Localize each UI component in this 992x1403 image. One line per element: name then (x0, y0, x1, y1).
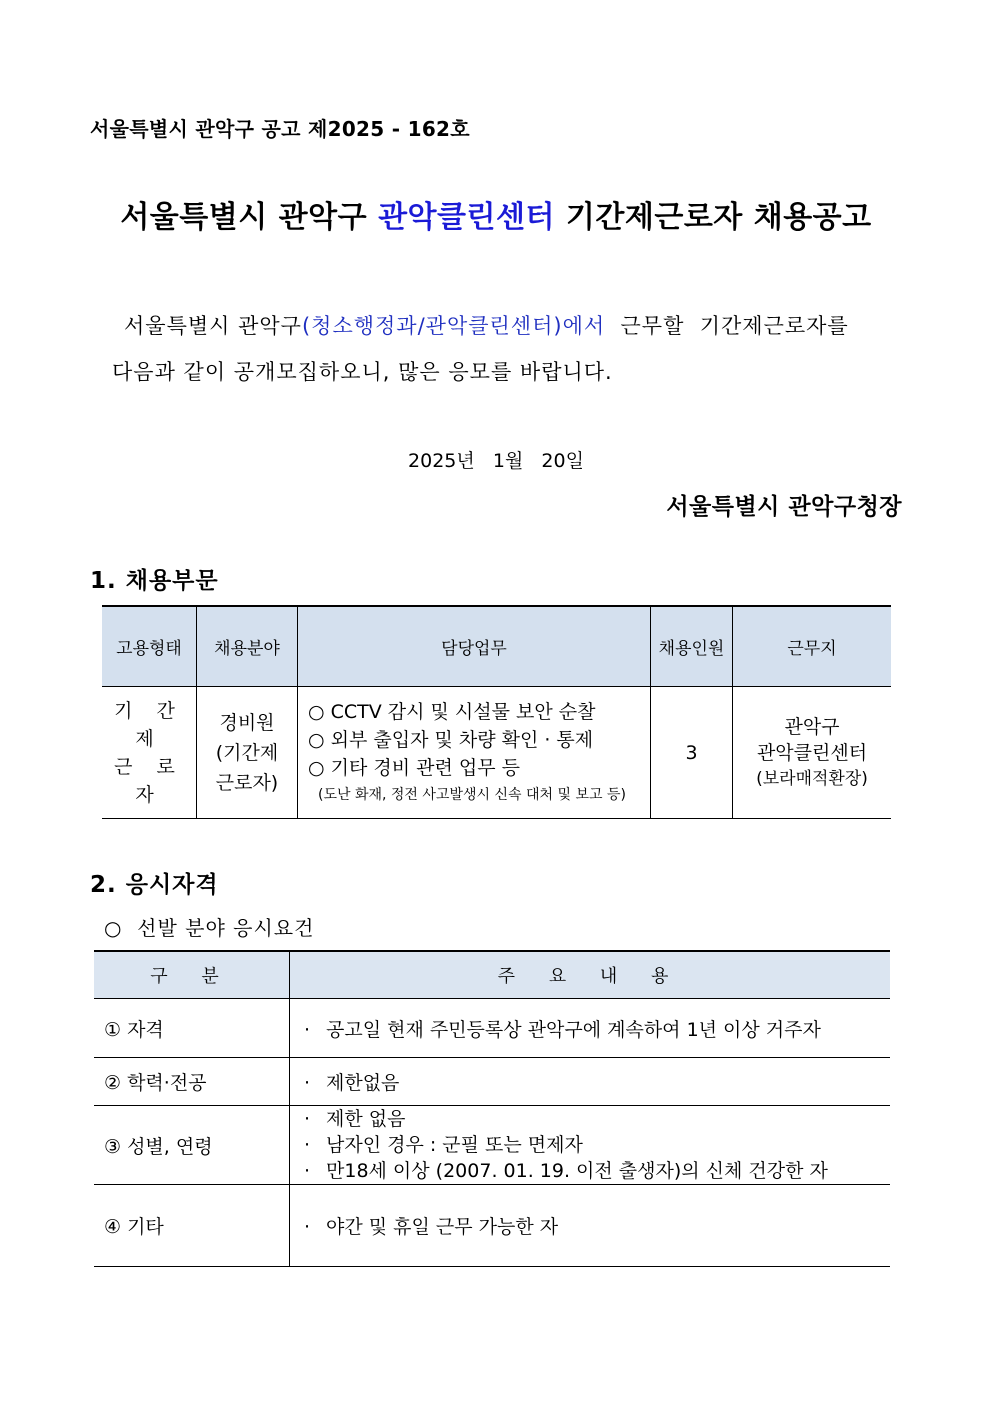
intro-line-1 (124, 310, 849, 340)
headcount: 3 (651, 687, 733, 819)
item-line (304, 1158, 890, 1184)
row-label: ④ 기타 (94, 1185, 290, 1267)
item-text: 만18세 이상 (2007. 01. 19. 이전 출생자)의 신체 건강한 자 (326, 1160, 828, 1182)
col-header: 주 요 내 용 (290, 951, 891, 999)
intro-text-c: 근무할 기간제근로자를 (605, 314, 849, 338)
intro-text-a: 서울특별시 관악구 (124, 314, 302, 338)
row-content (290, 1106, 891, 1185)
duty-note: (도난 화재, 정전 사고발생시 신속 대처 및 보고 등) (318, 786, 626, 803)
row-content (290, 1058, 891, 1106)
title-part1: 서울특별시 관악구 (120, 200, 379, 235)
bullet: · (304, 1134, 311, 1156)
item-text: 제한없음 (326, 1072, 400, 1094)
row-content (290, 1185, 891, 1267)
table-row (94, 1106, 890, 1185)
subheading: ○ 선발 분야 응시요건 (104, 916, 315, 940)
table-header-row (94, 951, 890, 999)
item-text: 제한 없음 (326, 1108, 406, 1130)
table-header-row (102, 606, 891, 687)
title-highlight: 관악클린센터 (378, 200, 555, 235)
col-header: 채용인원 (651, 606, 733, 687)
field-line: (기간제 (215, 741, 279, 764)
duty-item: ○ 기타 경비 관련 업무 등 (308, 756, 520, 779)
page-title (0, 192, 992, 236)
qualification-table (94, 950, 890, 1267)
intro-text-dept: (청소행정과/관악클린센터)에서 (301, 314, 606, 338)
notice-date: 2025년 1월 20일 (408, 450, 584, 472)
col-header: 근무지 (733, 606, 892, 687)
item-text: 야간 및 휴일 근무 가능한 자 (326, 1216, 559, 1238)
row-label: ① 자격 (94, 999, 290, 1058)
work-location (733, 687, 892, 819)
row-label: ③ 성별, 연령 (94, 1106, 290, 1185)
notice-number: 서울특별시 관악구 공고 제2025 - 162호 (90, 117, 470, 141)
field-line: 경비원 (219, 711, 275, 734)
employment-type-line: 기 간 제 (114, 699, 184, 750)
location-line: (보라매적환장) (756, 768, 868, 789)
intro-line-2: 다음과 같이 공개모집하오니, 많은 응모를 바랍니다. (112, 360, 613, 384)
title-part2: 기간제근로자 채용공고 (554, 200, 872, 235)
table-row (102, 687, 891, 819)
duties (298, 687, 651, 819)
section-heading-2: 2. 응시자격 (90, 872, 219, 898)
row-label: ② 학력·전공 (94, 1058, 290, 1106)
employment-type (102, 687, 197, 819)
field-line: 근로자) (215, 771, 279, 794)
location-line: 관악구 (784, 715, 840, 738)
item-line (304, 1132, 890, 1158)
recruitment-table (102, 605, 891, 819)
bullet: · (304, 1018, 311, 1041)
employment-type-line: 근 로 자 (114, 755, 184, 806)
section-heading-1: 1. 채용부문 (90, 568, 219, 594)
table-row (94, 999, 890, 1058)
col-header: 채용분야 (197, 606, 298, 687)
signer: 서울특별시 관악구청장 (666, 494, 902, 520)
col-header: 담당업무 (298, 606, 651, 687)
duty-item: ○ CCTV 감시 및 시설물 보안 순찰 (308, 700, 596, 723)
item-text: 공고일 현재 주민등록상 관악구에 계속하여 1년 이상 거주자 (326, 1018, 821, 1041)
duty-item: ○ 외부 출입자 및 차량 확인 · 통제 (308, 728, 594, 751)
recruit-field (197, 687, 298, 819)
item-line (304, 1106, 890, 1132)
bullet: · (304, 1216, 311, 1238)
col-header: 고용형태 (102, 606, 197, 687)
bullet: · (304, 1160, 311, 1182)
bullet: · (304, 1072, 311, 1094)
row-content (290, 999, 891, 1058)
item-text: 남자인 경우 : 군필 또는 면제자 (326, 1134, 583, 1156)
col-header: 구 분 (94, 951, 290, 999)
table-row (94, 1058, 890, 1106)
bullet: · (304, 1108, 311, 1130)
location-line: 관악클린센터 (756, 741, 868, 764)
table-row (94, 1185, 890, 1267)
